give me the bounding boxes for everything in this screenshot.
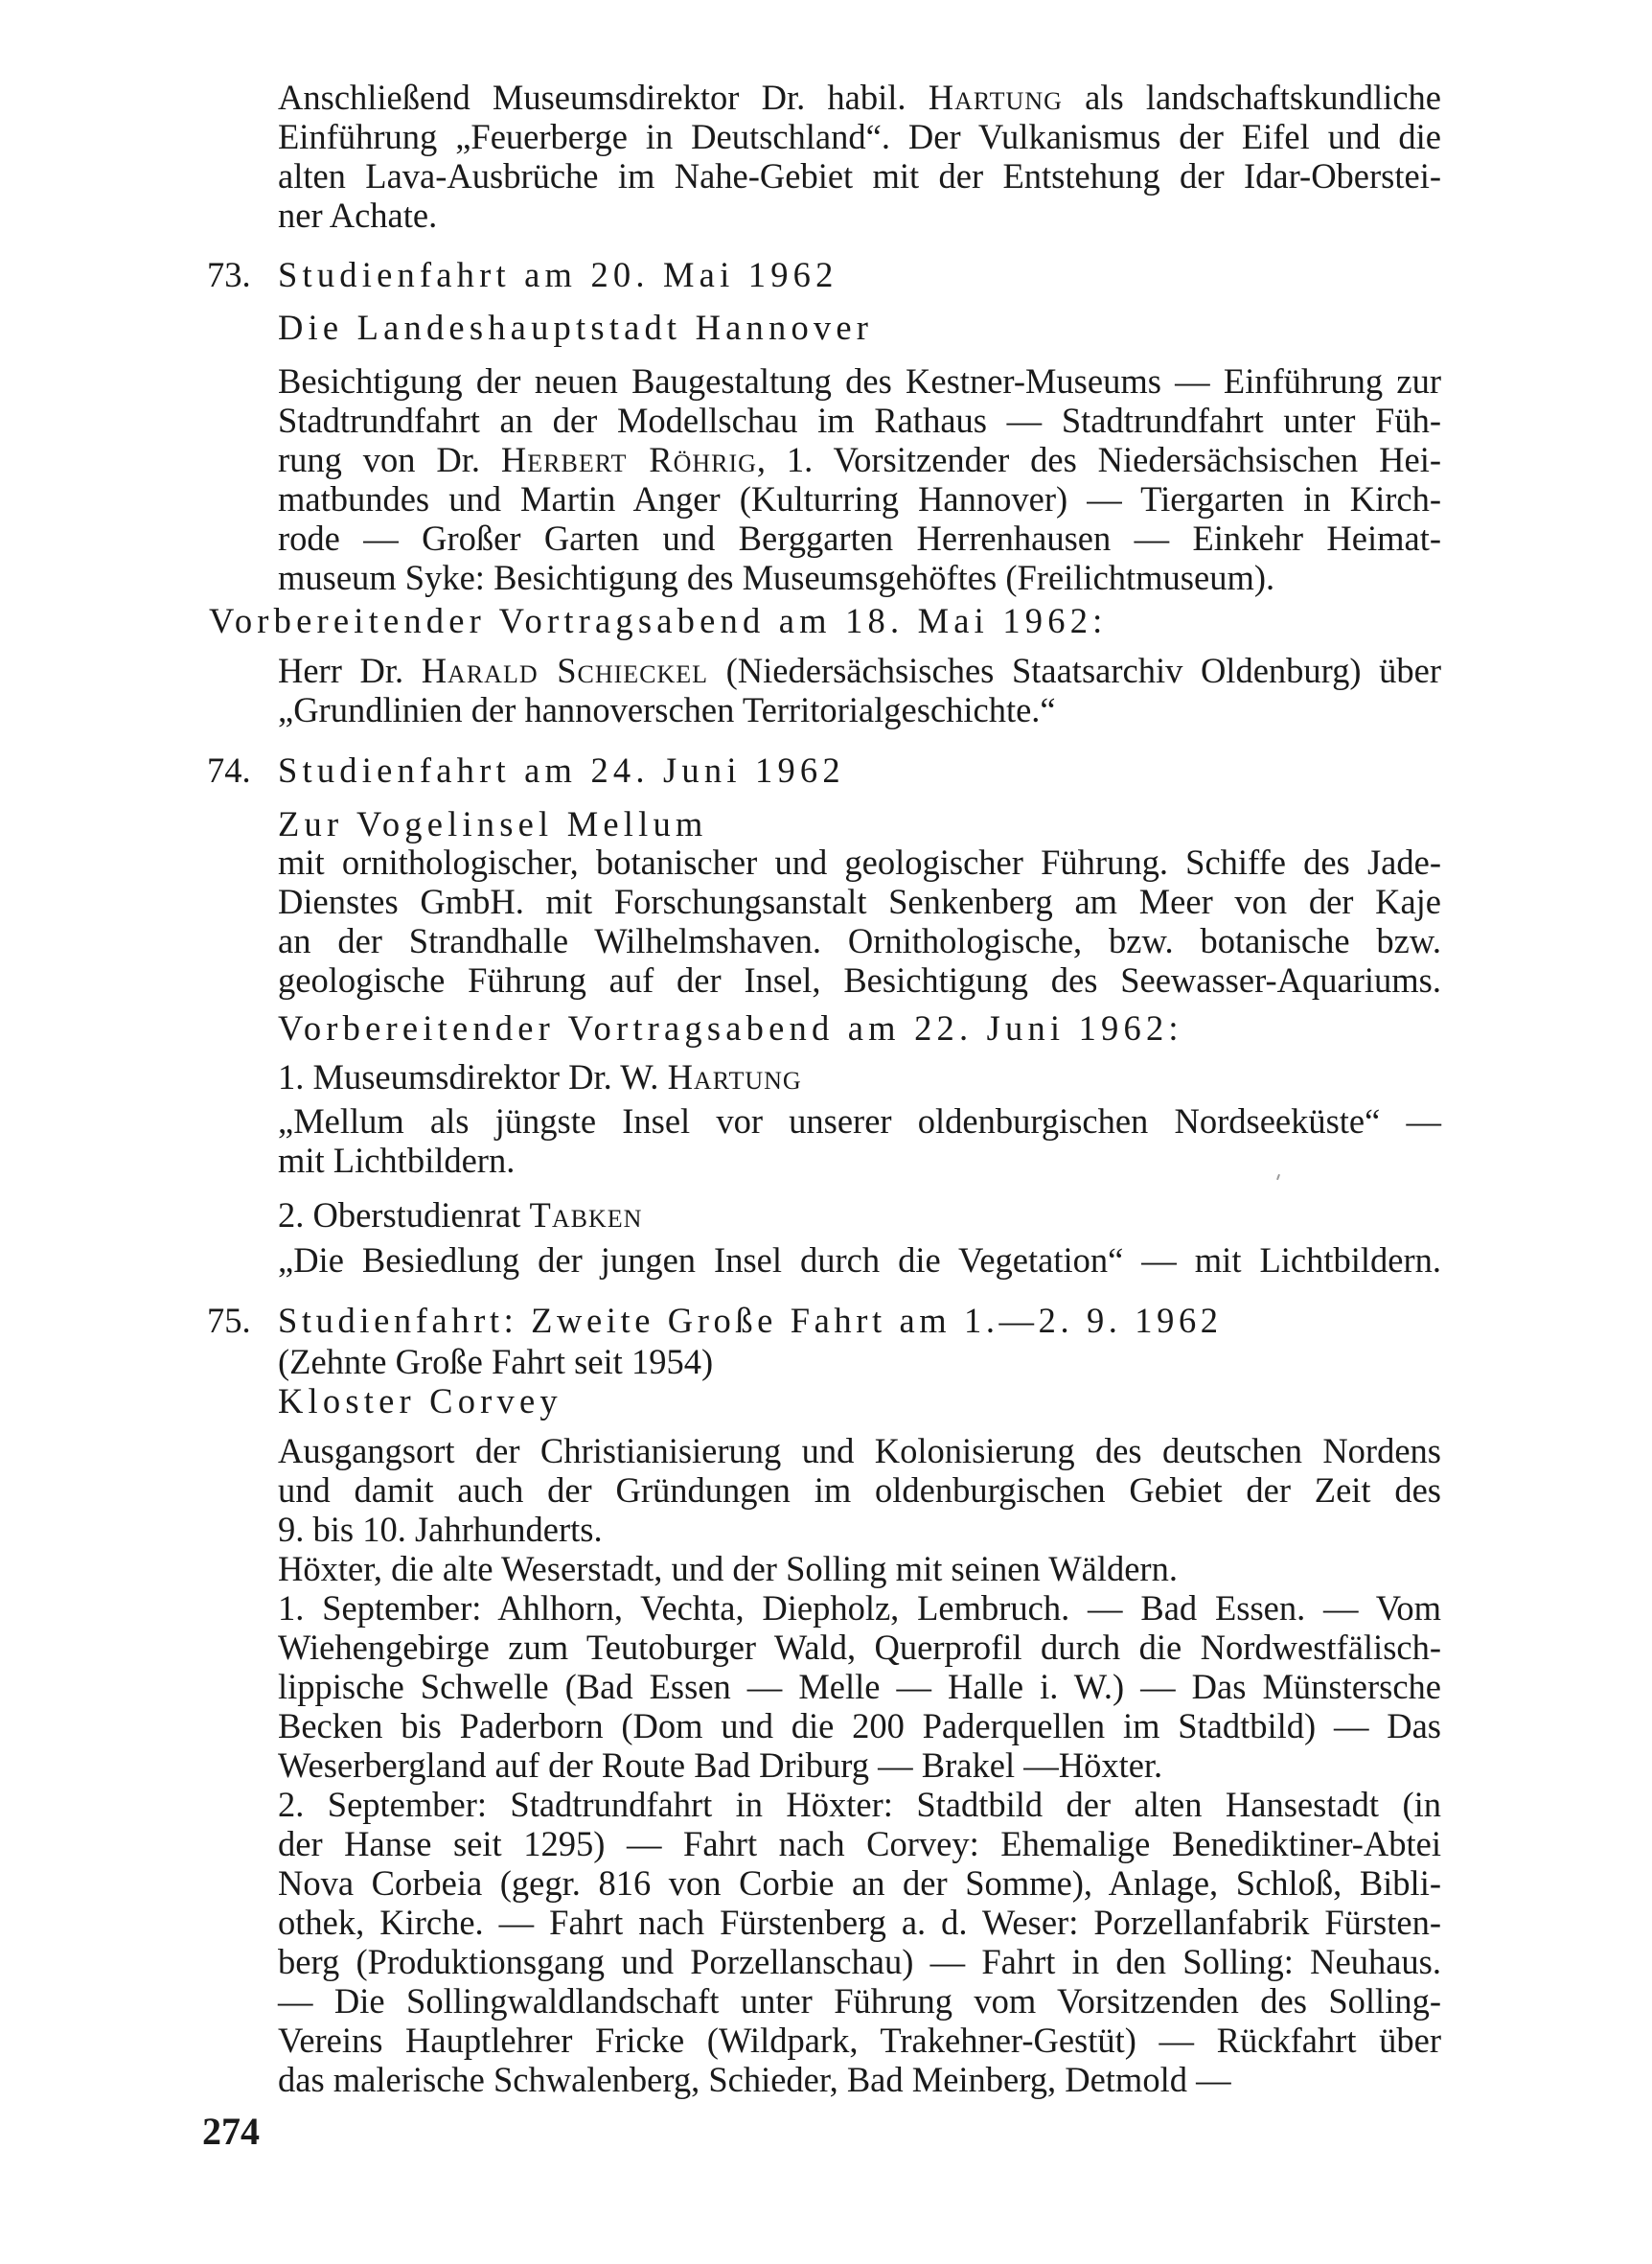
s75-line-1: Ausgangsort der Christianisierung und Kolonisierung des deutschen Nordens	[278, 1431, 1441, 1470]
preparatory-heading-74: Vorbereitender Vortragsabend am 22. Juni 1962:	[278, 1008, 1183, 1048]
preparatory-heading-73: Vorbereitender Vortragsabend am 18. Mai 1962:	[209, 601, 1108, 640]
s73-line-6: museum Syke: Besichtigung des Museumsgehöftes (Freilichtmuseum).	[278, 558, 1275, 597]
s73-line-4: matbundes und Martin Anger (Kulturring Hannover) — Tiergarten in Kirch-	[278, 479, 1441, 519]
page-number: 274	[202, 2110, 260, 2153]
section-heading-73: Studienfahrt am 20. Mai 1962	[278, 255, 838, 294]
s75-line-2: und damit auch der Gründungen im oldenburgischen Gebiet der Zeit des	[278, 1470, 1441, 1510]
s75-day1-line-1: 1. September: Ahlhorn, Vechta, Diepholz, Lembruch. — Bad Essen. — Vom	[278, 1588, 1441, 1628]
section-subheading-75b: Kloster Corvey	[278, 1381, 562, 1421]
section-number-73: 73.	[207, 255, 251, 294]
s74-talk-1-title: „Mellum als jüngste Insel vor unserer oldenburgischen Nordseeküste“ —	[278, 1101, 1441, 1141]
s75-day2-line-8: das malerische Schwalenberg, Schieder, Bad Meinberg, Detmold —	[278, 2060, 1231, 2099]
s74-talk-1: 1. Museumsdirektor Dr. W. Hartung	[278, 1057, 802, 1097]
section-subheading-74: Zur Vogelinsel Mellum	[278, 804, 708, 843]
intro-line-3: alten Lava-Ausbrüche im Nahe-Gebiet mit der Entstehung der Idar-Oberstei-	[278, 156, 1441, 196]
s74-talk-2: 2. Oberstudienrat Tabken	[278, 1195, 643, 1235]
s73-prep-line-1: Herr Dr. Harald Schieckel (Niedersächsisches Staatsarchiv Oldenburg) über	[278, 651, 1441, 690]
section-number-75: 75.	[207, 1301, 251, 1340]
s74-line-4: geologische Führung auf der Insel, Besichtigung des Seewasser-Aquariums.	[278, 960, 1441, 1000]
person-name: Hartung	[667, 1057, 802, 1097]
person-name: Hartung	[928, 78, 1063, 117]
s74-line-1: mit ornithologischer, botanischer und geologischer Führung. Schiffe des Jade-	[278, 843, 1441, 882]
s75-day2-line-6: — Die Sollingwaldlandschaft unter Führung vom Vorsitzenden des Solling-	[278, 1981, 1441, 2021]
s75-day1-line-4: Becken bis Paderborn (Dom und die 200 Paderquellen im Stadtbild) — Das	[278, 1706, 1441, 1745]
person-name: Herbert Röhrig	[500, 440, 757, 479]
s74-talk-1-note: mit Lichtbildern.	[278, 1141, 516, 1180]
section-heading-75: Studienfahrt: Zweite Große Fahrt am 1.—2. 9. 1962	[278, 1301, 1223, 1340]
s75-line-4: Höxter, die alte Weserstadt, und der Solling mit seinen Wäldern.	[278, 1549, 1178, 1588]
s74-talk-2-title: „Die Besiedlung der jungen Insel durch die Vegetation“ — mit Lichtbildern.	[278, 1240, 1441, 1280]
section-number-74: 74.	[207, 751, 251, 790]
intro-line-4: ner Achate.	[278, 196, 438, 235]
s73-line-1: Besichtigung der neuen Baugestaltung des Kestner-Museums — Einführung zur	[278, 361, 1441, 401]
print-speck	[1276, 1174, 1280, 1180]
s75-day2-line-1: 2. September: Stadtrundfahrt in Höxter: Stadtbild der alten Hansestadt (in	[278, 1785, 1441, 1824]
s75-day2-line-3: Nova Corbeia (gegr. 816 von Corbie an der Somme), Anlage, Schloß, Bibli-	[278, 1863, 1441, 1903]
s73-prep-line-2: „Grundlinien der hannoverschen Territorialgeschichte.“	[278, 690, 1056, 729]
s75-day2-line-2: der Hanse seit 1295) — Fahrt nach Corvey: Ehemalige Benediktiner-Abtei	[278, 1824, 1441, 1863]
s75-line-3: 9. bis 10. Jahrhunderts.	[278, 1510, 603, 1549]
intro-line-1: Anschließend Museumsdirektor Dr. habil. Hartung als landschaftskundliche	[278, 78, 1441, 117]
s75-day2-line-4: othek, Kirche. — Fahrt nach Fürstenberg a. d. Weser: Porzellanfabrik Fürsten-	[278, 1903, 1441, 1942]
section-subheading-73: Die Landeshauptstadt Hannover	[278, 308, 874, 347]
s73-line-3: rung von Dr. Herbert Röhrig, 1. Vorsitzender des Niedersächsischen Hei-	[278, 440, 1442, 479]
s73-line-5: rode — Großer Garten und Berggarten Herrenhausen — Einkehr Heimat-	[278, 519, 1441, 558]
section-heading-74: Studienfahrt am 24. Juni 1962	[278, 751, 845, 790]
s75-day1-line-2: Wiehengebirge zum Teutoburger Wald, Querprofil durch die Nordwestfälisch-	[278, 1628, 1441, 1667]
s74-line-2: Dienstes GmbH. mit Forschungsanstalt Senkenberg am Meer von der Kaje	[278, 882, 1441, 921]
person-name: Harald Schieckel	[421, 651, 709, 690]
person-name: Tabken	[529, 1195, 643, 1235]
s75-day1-line-5: Weserbergland auf der Route Bad Driburg — Brakel —Höxter.	[278, 1745, 1163, 1785]
section-subheading-75a: (Zehnte Große Fahrt seit 1954)	[278, 1342, 714, 1381]
intro-line-2: Einführung „Feuerberge in Deutschland“. Der Vulkanismus der Eifel und die	[278, 117, 1441, 156]
s75-day1-line-3: lippische Schwelle (Bad Essen — Melle — Halle i. W.) — Das Münstersche	[278, 1667, 1441, 1706]
s74-line-3: an der Strandhalle Wilhelmshaven. Ornithologische, bzw. botanische bzw.	[278, 921, 1441, 960]
s75-day2-line-5: berg (Produktionsgang und Porzellanschau) — Fahrt in den Solling: Neuhaus.	[278, 1942, 1441, 1981]
s73-line-2: Stadtrundfahrt an der Modellschau im Rathaus — Stadtrundfahrt unter Füh-	[278, 401, 1441, 440]
s75-day2-line-7: Vereins Hauptlehrer Fricke (Wildpark, Trakehner-Gestüt) — Rückfahrt über	[278, 2021, 1441, 2060]
